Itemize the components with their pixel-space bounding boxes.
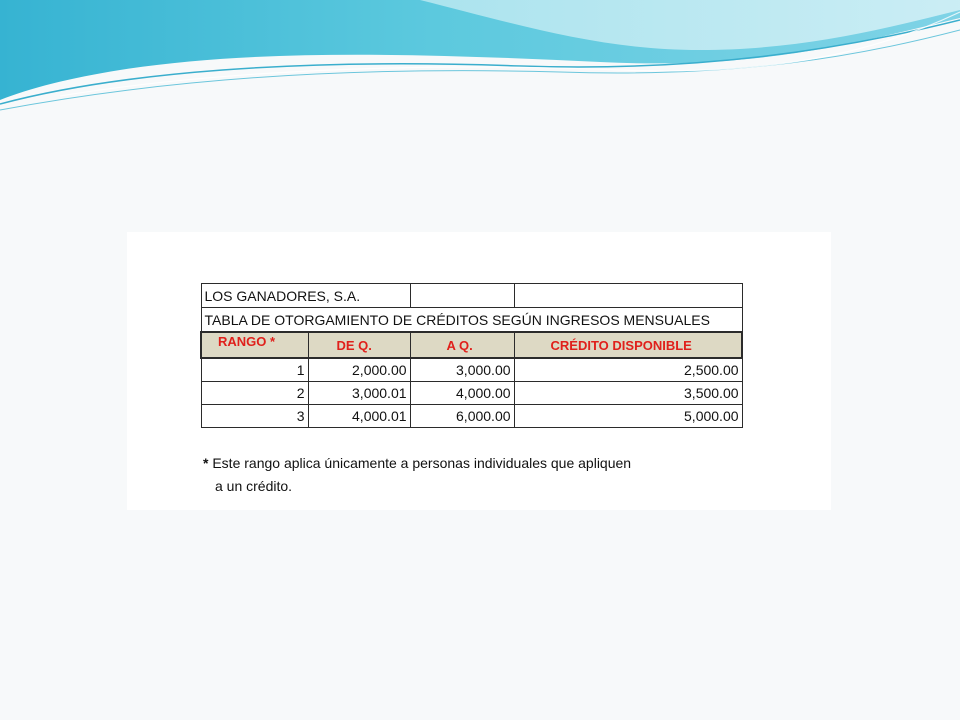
cell-from: 4,000.01: [308, 405, 410, 428]
cell-from: 2,000.00: [308, 358, 410, 382]
cell-to: 3,000.00: [410, 358, 514, 382]
header-to: A Q.: [410, 332, 514, 358]
spreadsheet-image: [127, 232, 831, 510]
company-name: LOS GANADORES, S.A.: [201, 284, 410, 308]
empty-cell: [410, 284, 514, 308]
cell-credit: 3,500.00: [514, 382, 742, 405]
table-row: [201, 405, 742, 428]
cell-range: 3: [201, 405, 308, 428]
header-range: RANGO *: [201, 332, 308, 358]
header-credit: CRÉDITO DISPONIBLE: [514, 332, 742, 358]
title-row: [201, 308, 742, 333]
cell-to: 6,000.00: [410, 405, 514, 428]
header-from: DE Q.: [308, 332, 410, 358]
cell-range: 2: [201, 382, 308, 405]
cell-credit: 5,000.00: [514, 405, 742, 428]
header-row: [201, 332, 742, 358]
empty-cell: [514, 284, 742, 308]
company-row: [201, 284, 742, 308]
cell-to: 4,000.00: [410, 382, 514, 405]
cell-credit: 2,500.00: [514, 358, 742, 382]
footnote-line-1: Este rango aplica únicamente a personas individuales que apliquen: [212, 455, 632, 471]
credit-table: [200, 283, 743, 428]
cell-range: 1: [201, 358, 308, 382]
table-row: [201, 358, 742, 382]
footnote-marker: *: [203, 455, 209, 471]
footnote-line-2: a un crédito.: [215, 478, 293, 494]
table-title: TABLA DE OTORGAMIENTO DE CRÉDITOS SEGÚN INGRESOS MENSUALES: [201, 308, 742, 333]
table-row: [201, 382, 742, 405]
cell-from: 3,000.01: [308, 382, 410, 405]
decorative-wave-header: [0, 0, 960, 115]
footnote: [203, 452, 803, 498]
